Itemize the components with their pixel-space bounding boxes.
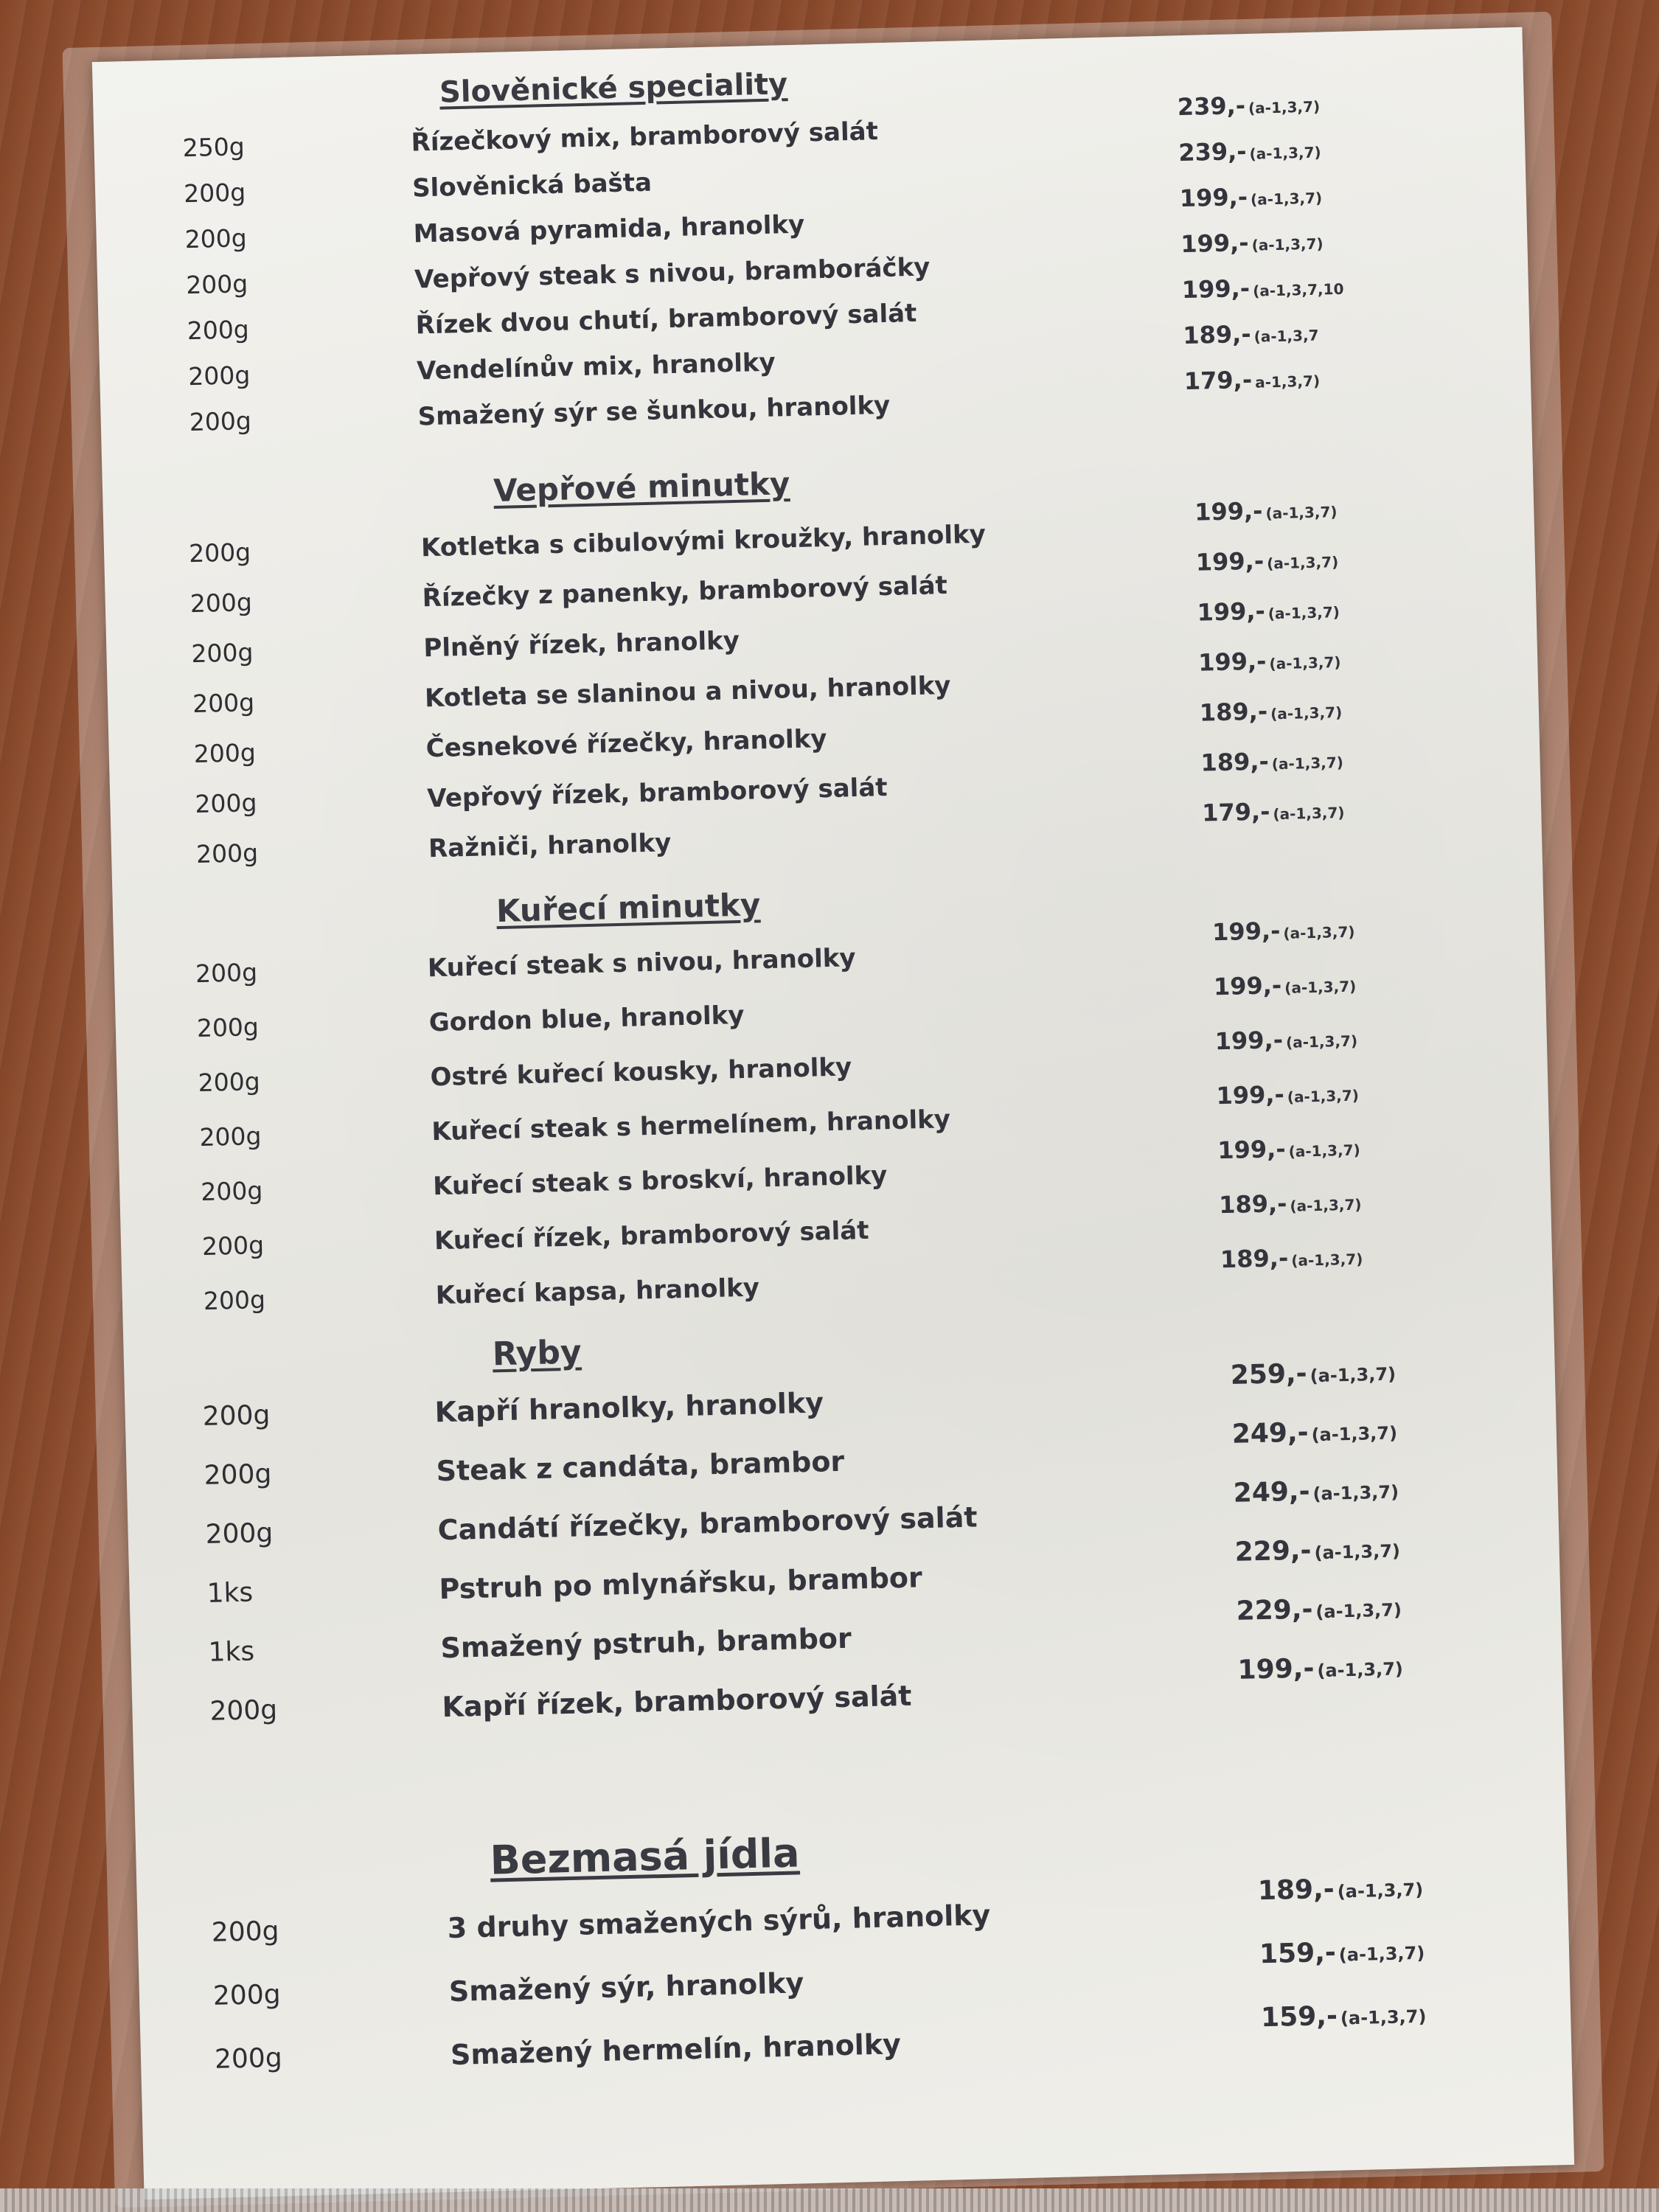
price-value: 189,-	[1218, 1189, 1287, 1220]
allergen-codes: (a-1,3,7)	[1340, 2006, 1427, 2029]
allergen-codes: (a-1,3,7)	[1315, 1599, 1402, 1623]
item-name: Smažený hermelín, hranolky	[450, 2028, 902, 2072]
price-value: 189,-	[1220, 1243, 1289, 1274]
price-value: 199,-	[1181, 274, 1251, 305]
item-weight: 250g	[182, 132, 246, 163]
item-weight: 200g	[214, 2042, 283, 2075]
allergen-codes: (a-1,3,7)	[1284, 977, 1357, 997]
price-value: 189,-	[1182, 319, 1252, 350]
price-value: 199,-	[1237, 1653, 1315, 1686]
item-price	[1213, 970, 1356, 1001]
allergen-codes: (a-1,3,7)	[1337, 1879, 1424, 1902]
item-name: Kapří řízek, bramborový salát	[441, 1679, 912, 1724]
item-name: Smažený sýr, hranolky	[448, 1966, 804, 2008]
allergen-codes: (a-1,3,7,10	[1252, 279, 1344, 300]
item-name: Gordon blue, hranolky	[428, 1000, 745, 1038]
item-price	[1237, 1651, 1403, 1685]
item-price	[1195, 545, 1338, 577]
item-price	[1199, 695, 1342, 727]
item-weight: 200g	[202, 1399, 271, 1433]
item-name: Slověnická bašta	[411, 167, 653, 204]
item-weight: 200g	[185, 269, 248, 300]
section-title: Kuřecí minutky	[495, 886, 761, 930]
allergen-codes: (a-1,3,7)	[1285, 1032, 1358, 1051]
item-price	[1214, 1024, 1357, 1056]
price-value: 239,-	[1177, 91, 1246, 122]
section-title: Ryby	[492, 1333, 582, 1374]
item-name: Masová pyramida, hranolky	[413, 209, 805, 249]
price-value: 189,-	[1257, 1874, 1335, 1907]
item-weight: 200g	[189, 588, 253, 619]
item-price	[1200, 745, 1343, 777]
item-name: Candátí řízečky, bramborový salát	[437, 1500, 978, 1547]
item-weight: 200g	[200, 1175, 263, 1206]
price-value: 199,-	[1194, 496, 1263, 526]
allergen-codes: (a-1,3,7)	[1250, 189, 1323, 209]
item-price	[1220, 1242, 1363, 1274]
allergen-codes: (a-1,3,7)	[1287, 1086, 1360, 1106]
item-weight: 200g	[183, 178, 246, 209]
item-weight: 200g	[193, 737, 257, 769]
item-weight: 1ks	[206, 1577, 254, 1609]
price-value: 249,-	[1233, 1476, 1310, 1509]
allergen-codes: (a-1,3,7)	[1248, 97, 1321, 117]
price-value: 199,-	[1216, 1080, 1285, 1110]
item-price	[1194, 495, 1338, 526]
allergen-codes: (a-1,3,7	[1253, 326, 1319, 346]
item-name: Steak z candáta, brambor	[436, 1444, 845, 1488]
item-weight: 200g	[195, 787, 257, 819]
item-weight: 200g	[195, 838, 259, 869]
allergen-codes: (a-1,3,7)	[1267, 603, 1340, 623]
item-name: Kapří hranolky, hranolky	[434, 1386, 824, 1429]
allergen-codes: (a-1,3,7)	[1311, 1422, 1398, 1446]
item-name: Řízek dvou chutí, bramborový salát	[415, 298, 917, 341]
price-value: 199,-	[1217, 1135, 1287, 1165]
item-price	[1236, 1592, 1402, 1626]
item-price	[1180, 226, 1324, 258]
item-name: Kuřecí steak s broskví, hranolky	[432, 1161, 888, 1202]
allergen-codes: (a-1,3,7)	[1314, 1540, 1401, 1564]
item-name: Smažený sýr se šunkou, hranolky	[417, 390, 891, 432]
item-name: 3 druhy smažených sýrů, hranolky	[447, 1899, 991, 1945]
allergen-codes: (a-1,3,7)	[1312, 1481, 1399, 1505]
item-name: Ostré kuřecí kousky, hranolky	[430, 1052, 852, 1093]
item-name: Řízečky z panenky, bramborový salát	[422, 571, 948, 613]
allergen-codes: (a-1,3,7)	[1310, 1363, 1397, 1387]
price-value: 199,-	[1211, 917, 1281, 947]
section-title: Slověnické speciality	[439, 67, 788, 110]
item-name: Česnekové řízečky, hranolky	[425, 724, 827, 764]
item-price	[1230, 1356, 1396, 1390]
item-price	[1178, 135, 1321, 167]
item-price	[1198, 645, 1341, 677]
item-name: Vendelínův mix, hranolky	[416, 347, 776, 386]
price-value: 179,-	[1183, 365, 1253, 396]
item-weight: 200g	[184, 223, 248, 254]
item-weight: 200g	[195, 958, 258, 989]
item-name: Plněný řízek, hranolky	[422, 625, 740, 664]
item-name: Kuřecí steak s nivou, hranolky	[427, 943, 857, 984]
item-weight: 200g	[199, 1121, 262, 1152]
price-value: 229,-	[1234, 1535, 1312, 1568]
item-weight: 200g	[189, 406, 252, 437]
price-value: 199,-	[1213, 971, 1282, 1001]
item-price	[1231, 1415, 1397, 1449]
item-weight: 200g	[196, 1012, 260, 1043]
item-name: Smažený pstruh, brambor	[440, 1621, 852, 1665]
price-value: 189,-	[1199, 697, 1268, 727]
allergen-codes: (a-1,3,7)	[1317, 1658, 1404, 1682]
item-price	[1233, 1474, 1399, 1508]
item-weight: 200g	[212, 1979, 282, 2011]
price-value: 199,-	[1180, 228, 1250, 259]
price-value: 189,-	[1200, 747, 1270, 777]
item-weight: 200g	[203, 1284, 266, 1315]
item-name: Ražniči, hranolky	[428, 828, 672, 864]
section-title: Bezmasá jídla	[489, 1829, 801, 1884]
item-price	[1261, 1999, 1427, 2033]
item-name: Kuřecí steak s hermelínem, hranolky	[431, 1105, 951, 1147]
price-value: 199,-	[1214, 1026, 1284, 1056]
allergen-codes: (a-1,3,7)	[1288, 1141, 1360, 1161]
item-name: Vepřový steak s nivou, bramboráčky	[414, 252, 931, 295]
item-name: Kotleta se slaninou a nivou, hranolky	[424, 670, 951, 714]
price-value: 199,-	[1197, 597, 1266, 627]
allergen-codes: (a-1,3,7)	[1266, 553, 1339, 573]
allergen-codes: (a-1,3,7)	[1249, 143, 1321, 163]
price-value: 259,-	[1230, 1358, 1308, 1391]
item-price	[1177, 89, 1320, 121]
allergen-codes: (a-1,3,7)	[1291, 1250, 1363, 1270]
item-weight: 200g	[198, 1066, 261, 1098]
allergen-codes: a-1,3,7)	[1254, 372, 1321, 392]
item-name: Kuřecí řízek, bramborový salát	[434, 1215, 869, 1256]
item-weight: 200g	[201, 1230, 265, 1261]
price-value: 199,-	[1195, 546, 1265, 577]
allergen-codes: (a-1,3,7)	[1270, 703, 1343, 723]
item-weight: 1ks	[208, 1636, 255, 1668]
item-price	[1183, 364, 1320, 395]
allergen-codes: (a-1,3,7)	[1290, 1195, 1362, 1215]
price-value: 199,-	[1179, 182, 1248, 213]
price-value: 229,-	[1236, 1594, 1313, 1627]
item-price	[1216, 1079, 1359, 1110]
item-weight: 200g	[191, 638, 254, 669]
allergen-codes: (a-1,3,7)	[1265, 503, 1338, 523]
item-name: Řízečkový mix, bramborový salát	[411, 116, 879, 158]
binder-strip	[0, 2188, 1659, 2212]
price-value: 239,-	[1178, 136, 1247, 167]
allergen-codes: (a-1,3,7)	[1271, 753, 1344, 773]
allergen-codes: (a-1,3,7)	[1251, 234, 1324, 254]
item-weight: 200g	[209, 1694, 278, 1727]
item-price	[1212, 915, 1355, 947]
item-price	[1234, 1533, 1400, 1567]
item-weight: 200g	[205, 1517, 274, 1550]
item-name: Kuřecí kapsa, hranolky	[435, 1273, 760, 1311]
allergen-codes: (a-1,3,7)	[1283, 922, 1355, 943]
menu-page	[92, 27, 1574, 2200]
allergen-codes: (a-1,3,7)	[1269, 653, 1341, 673]
item-weight: 200g	[188, 538, 251, 568]
price-value: 159,-	[1260, 2000, 1338, 2034]
item-price	[1183, 319, 1319, 349]
item-weight: 200g	[192, 688, 255, 719]
item-price	[1197, 595, 1340, 627]
item-name: Kotletka s cibulovými kroužky, hranolky	[420, 519, 987, 563]
item-price	[1219, 1188, 1362, 1220]
price-value: 159,-	[1259, 1937, 1337, 1970]
menu-item	[141, 2000, 1572, 2090]
allergen-codes: (a-1,3,7)	[1338, 1942, 1425, 1966]
item-weight: 200g	[211, 1916, 279, 1948]
item-price	[1257, 1872, 1423, 1906]
item-name: Pstruh po mlynářsku, brambor	[439, 1561, 923, 1606]
allergen-codes: (a-1,3,7)	[1273, 803, 1345, 824]
item-price	[1179, 181, 1322, 212]
section-title: Vepřové minutky	[493, 465, 790, 509]
item-price	[1259, 1935, 1425, 1969]
item-price	[1181, 272, 1343, 304]
price-value: 249,-	[1231, 1417, 1310, 1450]
item-price	[1217, 1133, 1360, 1165]
item-price	[1202, 796, 1345, 827]
price-value: 179,-	[1201, 797, 1270, 827]
item-weight: 200g	[187, 315, 250, 346]
item-weight: 200g	[187, 361, 251, 392]
item-weight: 200g	[204, 1458, 272, 1491]
item-name: Vepřový řízek, bramborový salát	[426, 773, 888, 814]
price-value: 199,-	[1197, 647, 1267, 677]
